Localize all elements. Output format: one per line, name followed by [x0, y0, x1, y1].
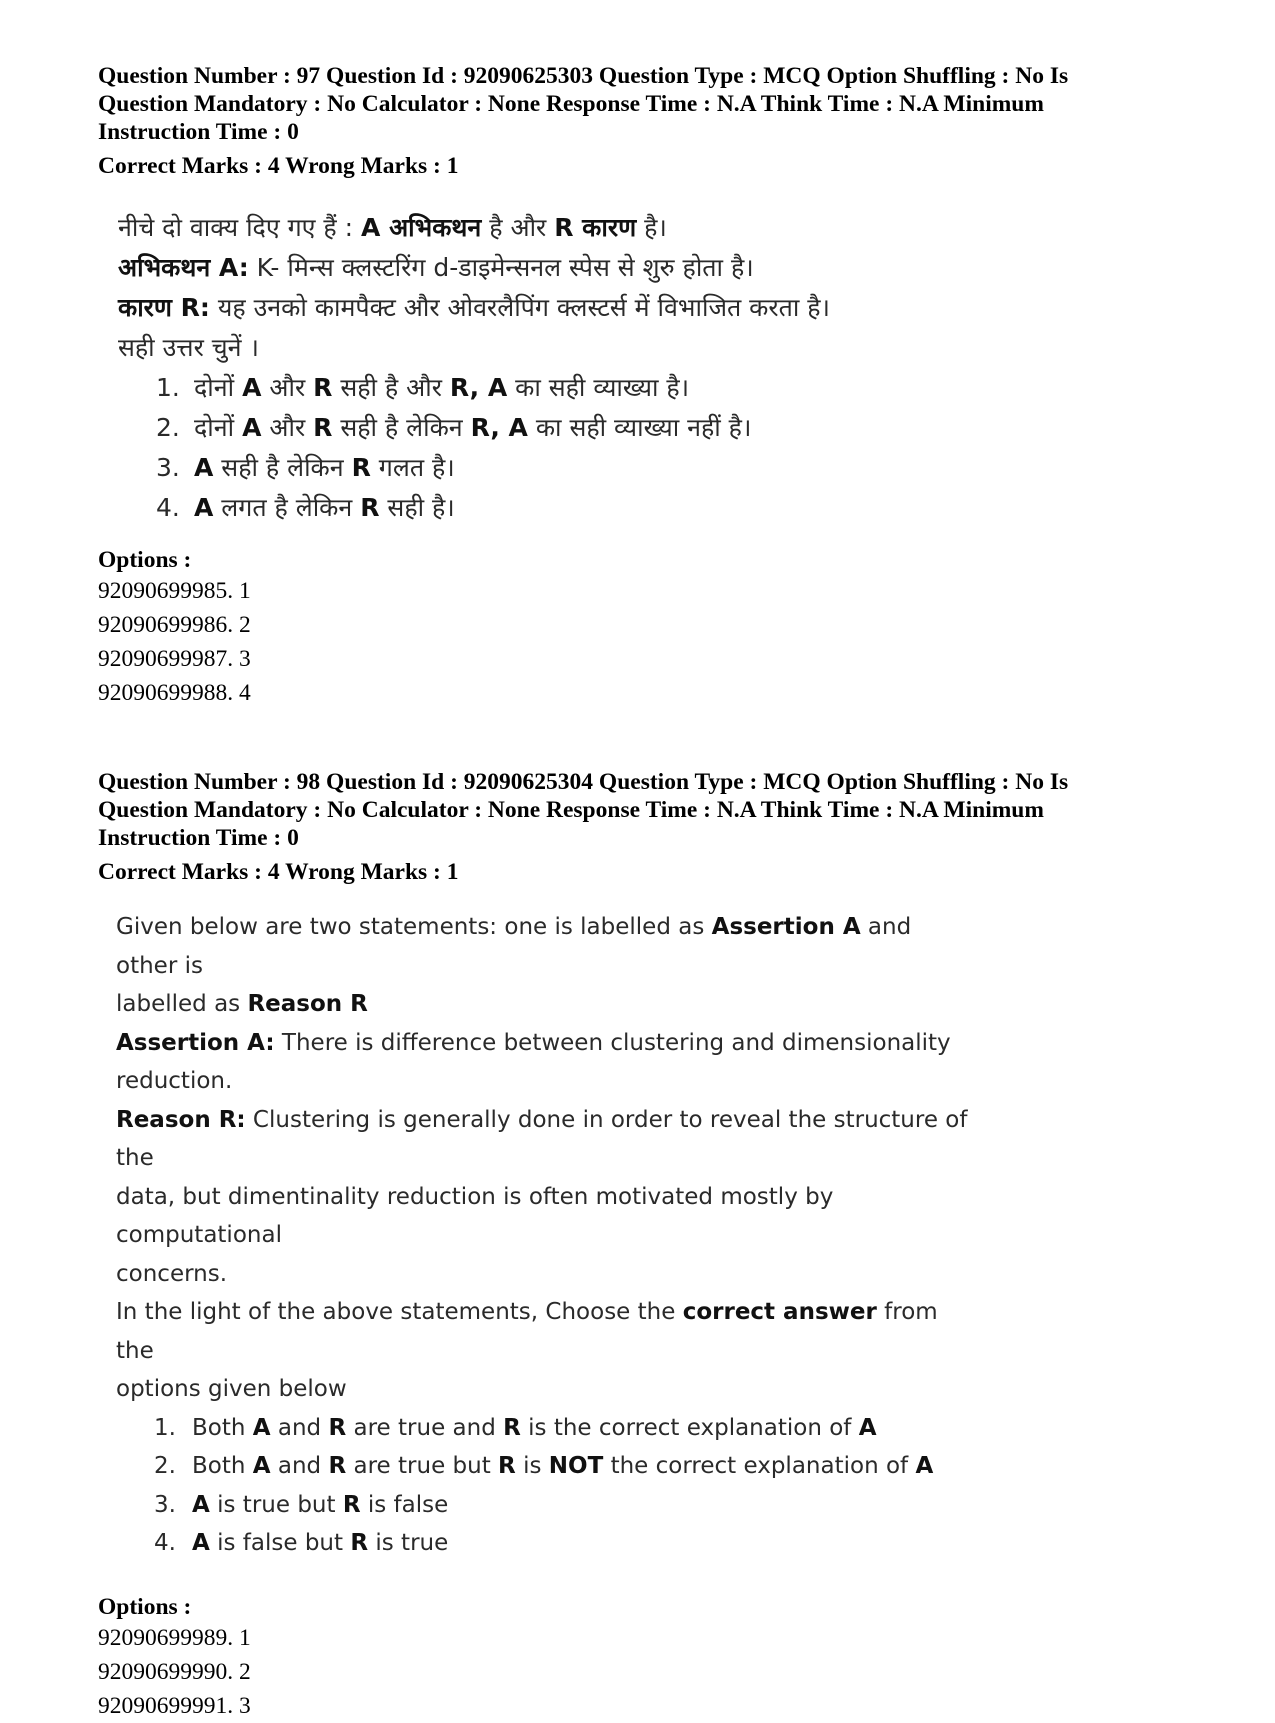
prompt-line: options given below [116, 1376, 347, 1402]
option-item: 92090699985. 1 [98, 578, 251, 604]
question-meta-line: Instruction Time : 0 [98, 119, 299, 145]
question-marks: Correct Marks : 4 Wrong Marks : 1 [98, 859, 459, 885]
statement-item: 1. दोनों A और R सही है और R, A का सही व्याख्या है। [156, 373, 690, 402]
statement-item: 3. A सही है लेकिन R गलत है। [156, 453, 455, 482]
prompt-line: In the light of the above statements, Choose the correct answer from the [116, 1299, 938, 1364]
statement-item: 3. A is true but R is false [154, 1491, 449, 1518]
assertion-line: Assertion A: There is difference between clustering and dimensionality [116, 1029, 951, 1056]
statement-item: 4. A लगत है लेकिन R सही है। [156, 493, 455, 522]
reason-line: data, but dimentinality reduction is often motivated mostly by computational [116, 1183, 834, 1248]
statement-list [116, 1409, 976, 1563]
question-meta-line: Question Number : 97 Question Id : 92090625303 Question Type : MCQ Option Shuffling : No Is [98, 63, 1069, 89]
assertion-line: reduction. [116, 1068, 233, 1094]
intro-line: labelled as Reason R [116, 991, 368, 1017]
question-meta-line: Question Mandatory : No Calculator : None Response Time : N.A Think Time : N.A Minimum [98, 91, 1044, 117]
intro-line: Given below are two statements: one is labelled as Assertion A and other is [116, 914, 912, 979]
assertion-line: अभिकथन A: K- मिन्स क्लस्टरिंग d-डाइमेन्सनल स्पेस से शुरु होता है। [118, 253, 754, 282]
options-label: Options : [98, 1593, 192, 1620]
question-97 [98, 62, 1188, 710]
statement-item: 2. दोनों A और R सही है लेकिन R, A का सही व्याख्या नहीं है। [156, 413, 752, 442]
option-item: 92090699987. 3 [98, 646, 251, 672]
options-label: Options : [98, 547, 192, 573]
question-meta-line: Question Number : 98 Question Id : 92090625304 Question Type : MCQ Option Shuffling : No Is [98, 769, 1069, 795]
option-item: 92090699989. 1 [98, 1624, 251, 1651]
question-body [116, 908, 976, 1563]
options-block [98, 1593, 1188, 1723]
reason-line: concerns. [116, 1260, 228, 1287]
statement-list [118, 368, 1188, 528]
question-meta-line: Instruction Time : 0 [98, 825, 299, 851]
question-98 [98, 768, 1188, 1723]
option-item: 92090699991. 3 [98, 1692, 251, 1719]
question-body [118, 208, 1188, 528]
option-item: 92090699990. 2 [98, 1658, 251, 1685]
reason-line: कारण R: यह उनको कामपैक्ट और ओवरलैपिंग क्लस्टर्स में विभाजित करता है। [118, 293, 831, 322]
option-item: 92090699988. 4 [98, 680, 251, 706]
statement-item: 4. A is false but R is true [154, 1530, 449, 1556]
statement-item: 2. Both A and R are true but R is NOT the correct explanation of A [154, 1453, 934, 1479]
reason-line: Reason R: Clustering is generally done in order to reveal the structure of the [116, 1106, 968, 1171]
statement-item: 1. Both A and R are true and R is the correct explanation of A [154, 1414, 877, 1441]
prompt-line: सही उत्तर चुनें । [118, 333, 259, 362]
options-block [98, 546, 1188, 710]
intro-line: नीचे दो वाक्य दिए गए हैं : A अभिकथन है और R कारण है। [118, 213, 667, 242]
option-item: 92090699986. 2 [98, 612, 251, 638]
question-meta-line: Question Mandatory : No Calculator : None Response Time : N.A Think Time : N.A Minimum [98, 797, 1044, 823]
question-marks: Correct Marks : 4 Wrong Marks : 1 [98, 153, 459, 179]
